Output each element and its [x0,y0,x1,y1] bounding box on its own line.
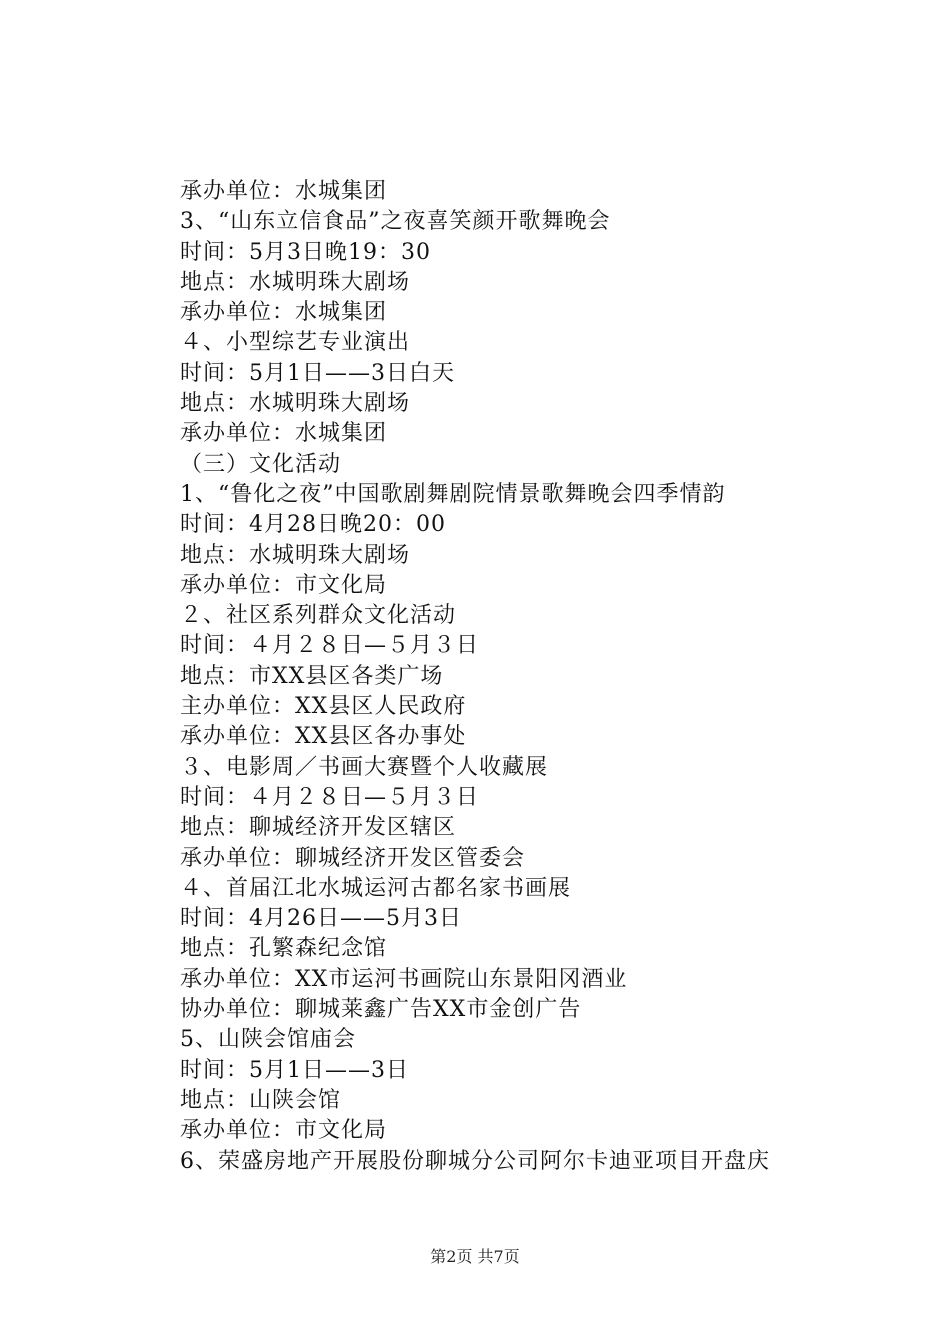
text-line: 承办单位：水城集团 [180,179,388,204]
text-line: 承办单位：XX县区各办事处 [180,724,467,750]
text-line: 地点：水城明珠大剧场 [180,542,411,568]
text-line: 承办单位：水城集团 [180,300,388,326]
text-line: 地点：山陕会馆 [180,1087,342,1113]
text-line: 协办单位：聊城莱鑫广告XX市金创广告 [180,997,582,1023]
text-line: 地点：水城明珠大剧场 [180,269,411,295]
text-line: 承办单位：聊城经济开发区管委会 [180,845,526,871]
section-heading: 5、山陕会馆庙会 [180,1027,356,1053]
text-line: 地点：市XX县区各类广场 [180,663,444,689]
text-line: 地点：聊城经济开发区辖区 [180,815,457,841]
chapter-heading: （三）文化活动 [180,451,342,477]
section-heading: ２、社区系列群众文化活动 [180,603,457,629]
text-line: 时间：5月1日——3日白天 [180,360,455,386]
text-line: 时间：4月26日——5月3日 [180,906,462,932]
section-heading: 3、“山东立信食品”之夜喜笑颜开歌舞晚会 [180,209,611,235]
text-line: 时间：４月２８日—５月３日 [180,784,480,810]
text-line: 时间：４月２８日—５月３日 [180,633,480,659]
text-line: 时间：5月1日——3日 [180,1057,409,1083]
page-number-footer: 第2页 共7页 [430,1247,520,1266]
text-line: 地点：水城明珠大剧场 [180,391,411,417]
text-line: 承办单位：市文化局 [180,572,388,598]
text-line: 承办单位：XX市运河书画院山东景阳冈酒业 [180,966,628,992]
text-line: 主办单位：XX县区人民政府 [180,694,467,720]
text-line: 地点：孔繁森纪念馆 [180,936,388,962]
text-line: 承办单位：水城集团 [180,421,388,447]
section-heading: 1、“鲁化之夜”中国歌剧舞剧院情景歌舞晚会四季情韵 [180,481,726,507]
section-heading: ３、电影周／书画大赛暨个人收藏展 [180,754,549,780]
section-heading: ４、首届江北水城运河古都名家书画展 [180,875,572,901]
text-line: 时间：4月28日晚20：00 [180,512,446,538]
text-line: 时间：5月3日晚19：30 [180,239,431,265]
section-heading: ４、小型综艺专业演出 [180,330,411,356]
text-line: 承办单位：市文化局 [180,1118,388,1144]
section-heading: 6、荣盛房地产开展股份聊城分公司阿尔卡迪亚项目开盘庆 [180,1148,770,1174]
document-body [180,177,880,1177]
